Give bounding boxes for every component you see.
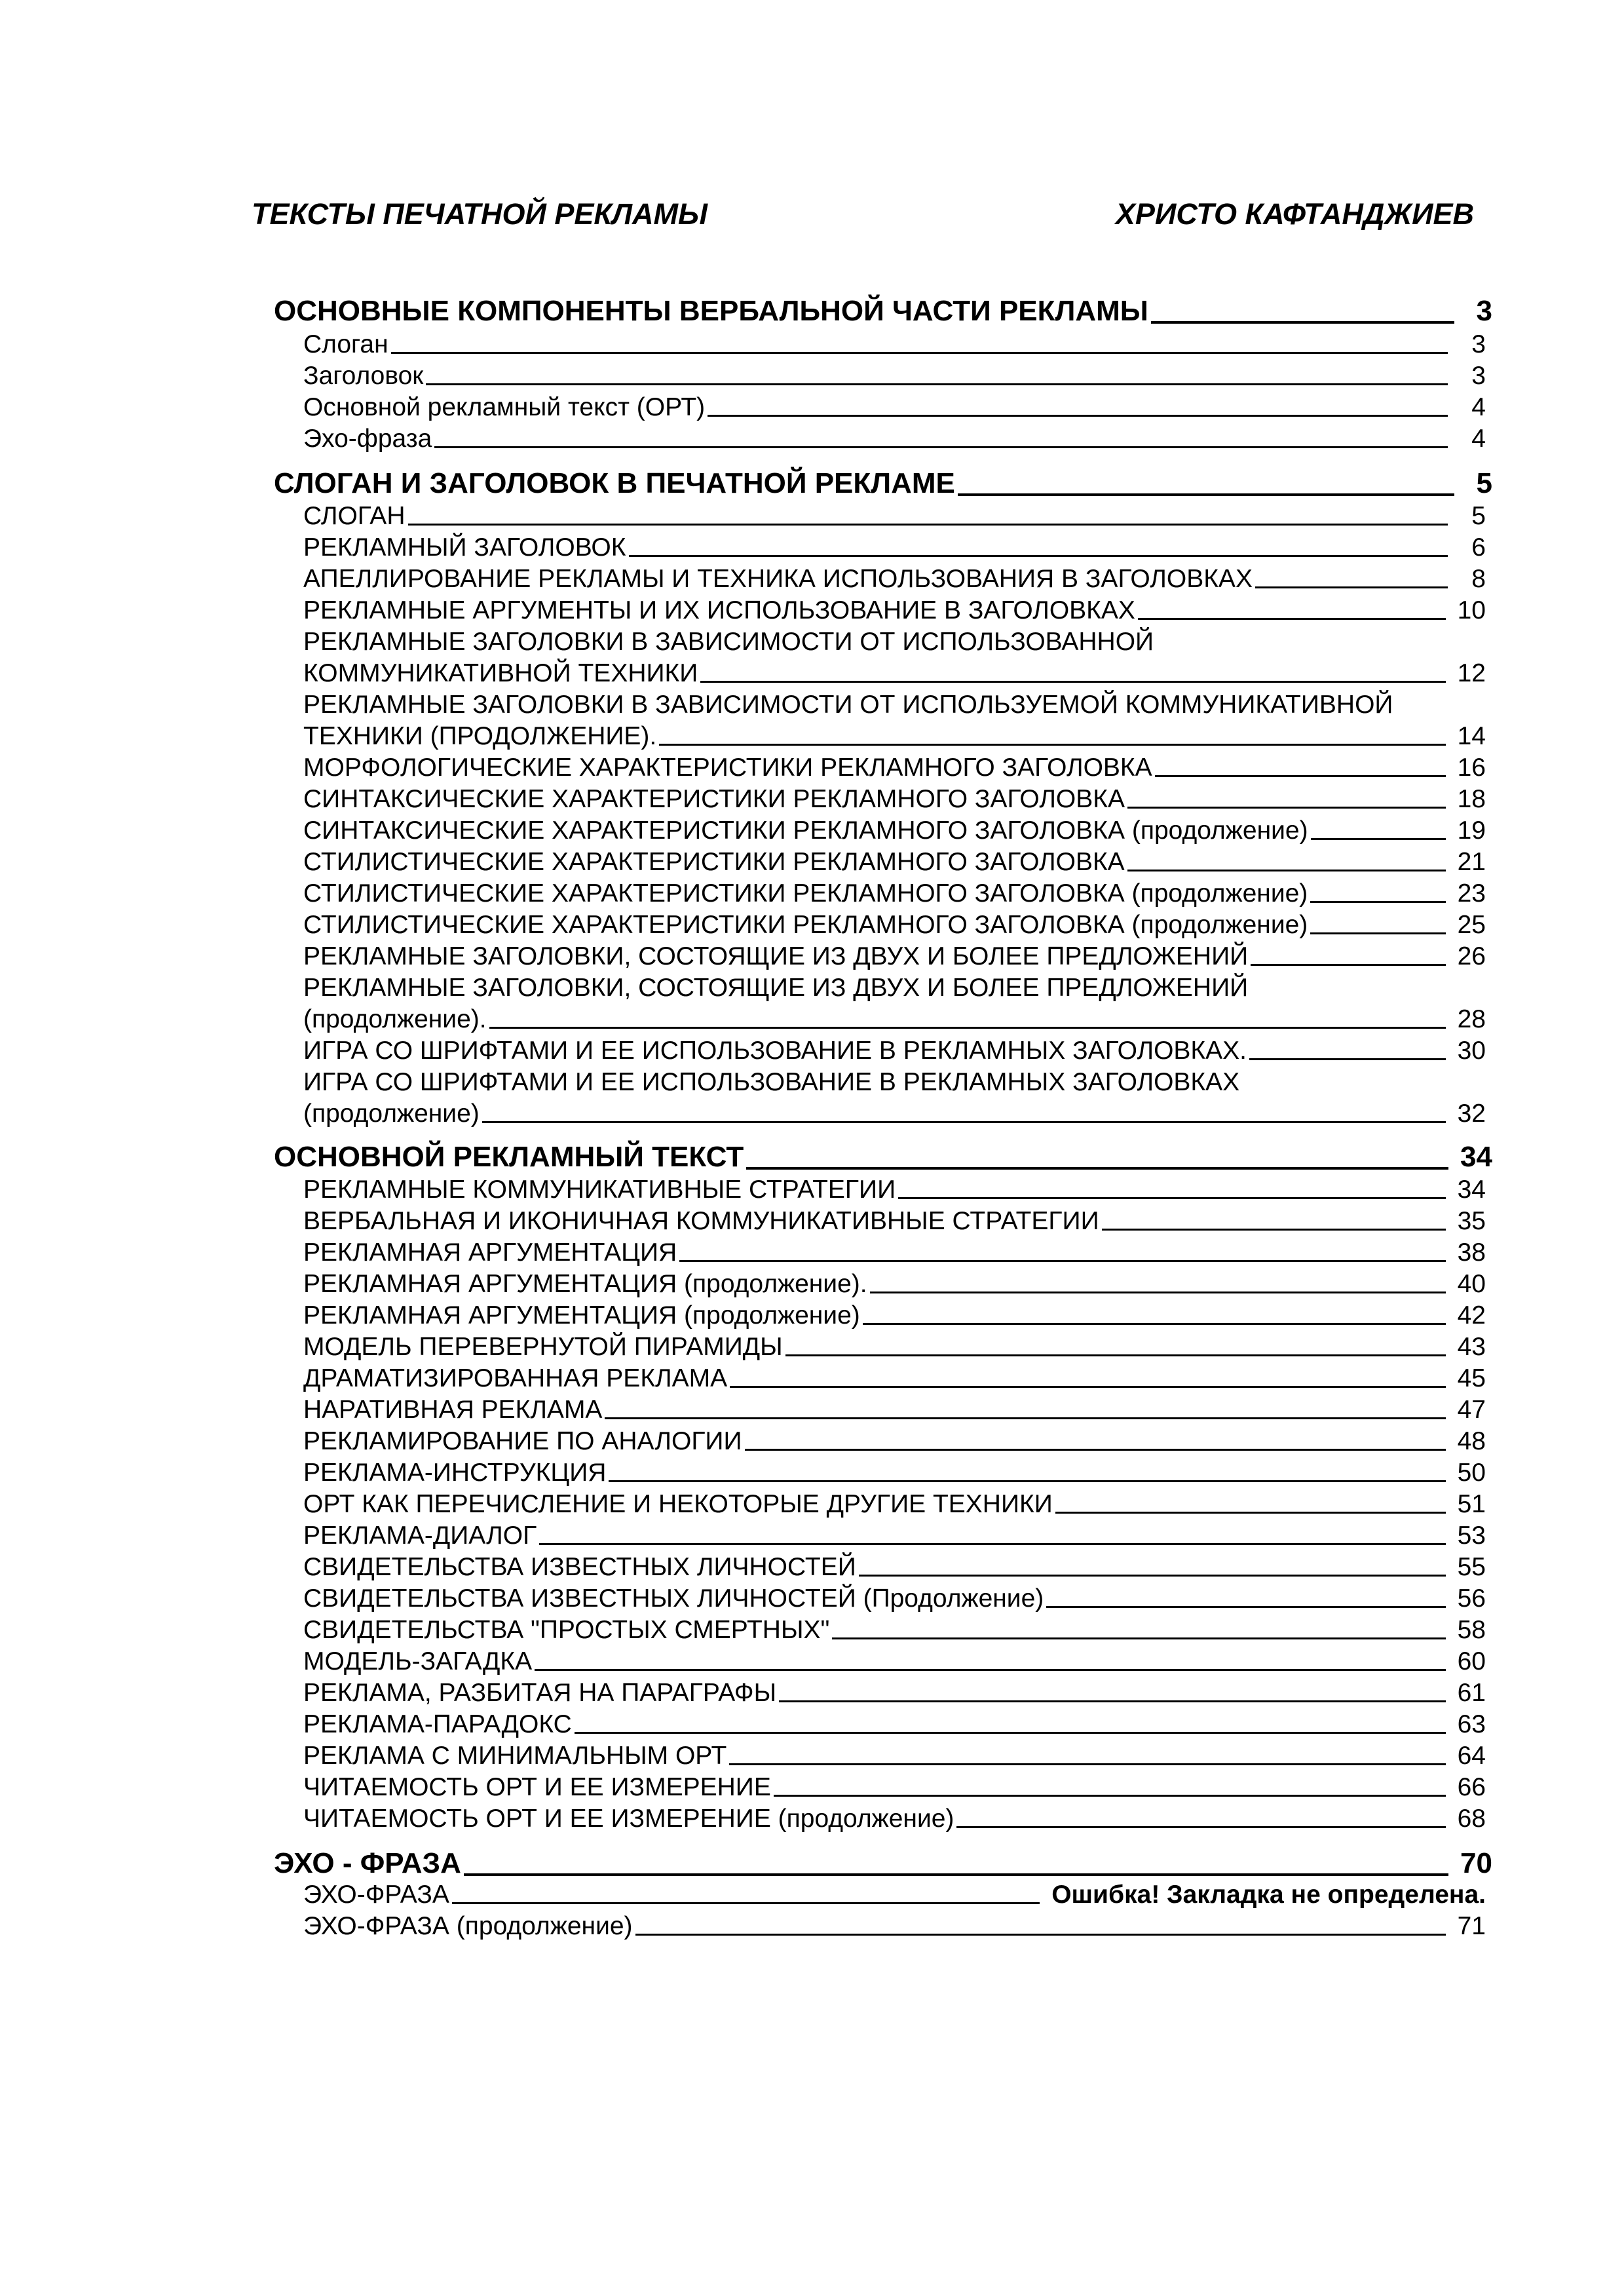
toc-page-number: 61 bbox=[1457, 1679, 1486, 1707]
toc-entry-title: ЭХО-ФРАЗА bbox=[303, 1881, 449, 1909]
toc-section-entry[interactable] bbox=[274, 1845, 1492, 1882]
toc-leader bbox=[898, 1197, 1446, 1199]
toc-entry-title: СИНТАКСИЧЕСКИЕ ХАРАКТЕРИСТИКИ РЕКЛАМНОГО ЗАГОЛОВКА bbox=[303, 785, 1125, 813]
toc-entry[interactable] bbox=[303, 329, 1486, 360]
toc-entry-title: СЛОГАН И ЗАГОЛОВОК В ПЕЧАТНОЙ РЕКЛАМЕ bbox=[274, 467, 955, 499]
toc-entry[interactable] bbox=[303, 1098, 1486, 1130]
toc-entry[interactable] bbox=[303, 1035, 1486, 1067]
toc-entry-title: РЕКЛАМА С МИНИМАЛЬНЫМ ОРТ bbox=[303, 1742, 727, 1770]
toc-page-number: 28 bbox=[1457, 1005, 1486, 1033]
toc-page-number: 38 bbox=[1457, 1238, 1486, 1267]
author-name: ХРИСТО КАФТАНДЖИЕВ bbox=[1115, 197, 1474, 231]
toc-leader bbox=[635, 1934, 1446, 1936]
toc-entry-title: РЕКЛАМНАЯ АРГУМЕНТАЦИЯ (продолжение). bbox=[303, 1270, 867, 1298]
toc-entry[interactable] bbox=[303, 1004, 1486, 1035]
toc-section-entry[interactable] bbox=[274, 1139, 1492, 1176]
toc-leader bbox=[489, 1027, 1446, 1029]
toc-bookmark-error: Ошибка! Закладка не определена. bbox=[1051, 1881, 1486, 1909]
toc-entry-title: ДРАМАТИЗИРОВАННАЯ РЕКЛАМА bbox=[303, 1364, 728, 1392]
toc-entry-title: (продолжение). bbox=[303, 1005, 487, 1033]
toc-leader bbox=[832, 1637, 1445, 1639]
toc-leader bbox=[746, 1167, 1448, 1170]
toc-leader bbox=[535, 1669, 1446, 1671]
toc-leader bbox=[605, 1417, 1445, 1419]
toc-entry[interactable] bbox=[303, 1489, 1486, 1520]
toc-leader bbox=[629, 555, 1448, 557]
toc-page-number: 32 bbox=[1457, 1100, 1486, 1128]
toc-page-number: 53 bbox=[1457, 1521, 1486, 1550]
toc-leader bbox=[1102, 1229, 1446, 1231]
toc-leader bbox=[1311, 838, 1446, 840]
toc-leader bbox=[729, 1763, 1445, 1765]
toc-entry[interactable] bbox=[303, 1615, 1486, 1646]
toc-page-number: 68 bbox=[1457, 1805, 1486, 1833]
toc-page-number: 70 bbox=[1460, 1847, 1492, 1879]
toc-entry[interactable] bbox=[303, 1206, 1486, 1237]
toc-entry-title: Эхо-фраза bbox=[303, 425, 432, 453]
toc-leader bbox=[659, 744, 1445, 746]
toc-entry[interactable] bbox=[303, 360, 1486, 392]
toc-leader bbox=[1127, 870, 1446, 871]
toc-entry-title: КОММУНИКАТИВНОЙ ТЕХНИКИ bbox=[303, 659, 698, 687]
toc-entry-title: СТИЛИСТИЧЕСКИЕ ХАРАКТЕРИСТИКИ РЕКЛАМНОГО ЗАГОЛОВКА (продолжение) bbox=[303, 879, 1308, 908]
toc-leader bbox=[870, 1292, 1446, 1293]
toc-section-entry[interactable] bbox=[274, 465, 1492, 502]
toc-leader bbox=[730, 1386, 1445, 1388]
toc-page-number: 12 bbox=[1457, 659, 1486, 687]
toc-entry[interactable] bbox=[303, 1237, 1486, 1269]
toc-leader bbox=[700, 681, 1445, 683]
page-header bbox=[252, 191, 1474, 237]
toc-leader bbox=[859, 1575, 1446, 1577]
toc-entry-title: ОСНОВНОЙ РЕКЛАМНЫЙ ТЕКСТ bbox=[274, 1141, 744, 1173]
toc-page-number: 14 bbox=[1457, 722, 1486, 750]
toc-leader bbox=[774, 1795, 1446, 1797]
toc-entry-title: СВИДЕТЕЛЬСТВА ИЗВЕСТНЫХ ЛИЧНОСТЕЙ bbox=[303, 1553, 856, 1581]
toc-page-number: 40 bbox=[1457, 1270, 1486, 1298]
toc-page-number: 3 bbox=[1476, 295, 1492, 327]
toc-page-number: 71 bbox=[1457, 1912, 1486, 1940]
toc-entry-title: Заголовок bbox=[303, 362, 424, 390]
toc-page-number: 60 bbox=[1457, 1647, 1486, 1675]
toc-leader bbox=[863, 1323, 1446, 1325]
toc-leader bbox=[745, 1449, 1446, 1451]
toc-page-number: 63 bbox=[1457, 1710, 1486, 1738]
toc-entry-title: РЕКЛАМНАЯ АРГУМЕНТАЦИЯ (продолжение) bbox=[303, 1301, 860, 1330]
toc-page-number: 66 bbox=[1457, 1773, 1486, 1801]
toc-entry-title: РЕКЛАМИРОВАНИЕ ПО АНАЛОГИИ bbox=[303, 1427, 742, 1455]
toc-leader bbox=[434, 446, 1448, 448]
toc-leader bbox=[1310, 932, 1445, 934]
toc-leader bbox=[408, 524, 1448, 526]
toc-page-number: 3 bbox=[1471, 330, 1486, 358]
toc-entry[interactable] bbox=[303, 392, 1486, 423]
toc-entry-title: РЕКЛАМА-ДИАЛОГ bbox=[303, 1521, 537, 1550]
toc-entry-title: (продолжение) bbox=[303, 1100, 480, 1128]
toc-page-number: 5 bbox=[1476, 467, 1492, 499]
toc-entry-title: СТИЛИСТИЧЕСКИЕ ХАРАКТЕРИСТИКИ РЕКЛАМНОГО ЗАГОЛОВКА bbox=[303, 848, 1125, 876]
toc-page-number: 3 bbox=[1471, 362, 1486, 390]
toc-leader bbox=[779, 1700, 1446, 1702]
toc-leader bbox=[1046, 1606, 1445, 1608]
toc-entry-title: СВИДЕТЕЛЬСТВА ИЗВЕСТНЫХ ЛИЧНОСТЕЙ (Продолжение) bbox=[303, 1584, 1044, 1613]
toc-leader bbox=[1155, 775, 1446, 777]
toc-entry-title: СЛОГАН bbox=[303, 502, 406, 530]
toc-entry[interactable] bbox=[303, 941, 1486, 972]
toc-page-number: 10 bbox=[1457, 596, 1486, 624]
toc-page-number: 64 bbox=[1457, 1742, 1486, 1770]
toc-leader bbox=[426, 383, 1448, 385]
toc-entry[interactable] bbox=[303, 1363, 1486, 1394]
toc-page-number: 25 bbox=[1457, 911, 1486, 939]
toc-leader bbox=[1249, 1058, 1446, 1060]
toc-entry-title: ЭХО - ФРАЗА bbox=[274, 1847, 461, 1879]
toc-entry[interactable] bbox=[303, 752, 1486, 784]
toc-entry[interactable] bbox=[303, 784, 1486, 815]
toc-leader bbox=[1127, 807, 1446, 809]
toc-entry[interactable] bbox=[303, 815, 1486, 847]
toc-leader bbox=[575, 1732, 1446, 1734]
toc-entry-title: РЕКЛАМНЫЕ ЗАГОЛОВКИ, СОСТОЯЩИЕ ИЗ ДВУХ И БОЛЕЕ ПРЕДЛОЖЕНИЙ bbox=[303, 942, 1249, 970]
toc-entry-title: СТИЛИСТИЧЕСКИЕ ХАРАКТЕРИСТИКИ РЕКЛАМНОГО ЗАГОЛОВКА (продолжение) bbox=[303, 911, 1308, 939]
toc-leader bbox=[1055, 1512, 1446, 1514]
toc-page-number: 34 bbox=[1460, 1141, 1492, 1173]
toc-entry-title: ВЕРБАЛЬНАЯ И ИКОНИЧНАЯ КОММУНИКАТИВНЫЕ СТРАТЕГИИ bbox=[303, 1207, 1099, 1235]
toc-page-number: 43 bbox=[1457, 1333, 1486, 1361]
toc-entry[interactable] bbox=[303, 423, 1486, 455]
toc-leader bbox=[482, 1121, 1446, 1123]
toc-leader bbox=[956, 1826, 1445, 1828]
toc-entry[interactable] bbox=[303, 1677, 1486, 1709]
toc-leader bbox=[452, 1902, 1040, 1904]
toc-leader bbox=[1255, 586, 1448, 588]
toc-page-number: 8 bbox=[1471, 565, 1486, 593]
toc-page-number: 30 bbox=[1457, 1037, 1486, 1065]
toc-entry[interactable] bbox=[303, 1520, 1486, 1552]
toc-page-number: 42 bbox=[1457, 1301, 1486, 1330]
toc-page-number: 50 bbox=[1457, 1459, 1486, 1487]
toc-entry[interactable] bbox=[303, 1174, 1486, 1206]
toc-page-number: 48 bbox=[1457, 1427, 1486, 1455]
toc-page-number: 34 bbox=[1457, 1176, 1486, 1204]
toc-entry-title: ЧИТАЕМОСТЬ ОРТ И ЕЕ ИЗМЕРЕНИЕ bbox=[303, 1773, 771, 1801]
toc-entry-title: ИГРА СО ШРИФТАМИ И ЕЕ ИСПОЛЬЗОВАНИЕ В РЕКЛАМНЫХ ЗАГОЛОВКАХ. bbox=[303, 1037, 1247, 1065]
toc-entry-title-line1: РЕКЛАМНЫЕ ЗАГОЛОВКИ В ЗАВИСИМОСТИ ОТ ИСПОЛЬЗОВАННОЙ bbox=[303, 628, 1154, 656]
toc-leader bbox=[609, 1480, 1445, 1482]
toc-entry[interactable] bbox=[303, 1709, 1486, 1740]
toc-entry[interactable] bbox=[303, 532, 1486, 564]
toc-entry-title: РЕКЛАМНЫЕ АРГУМЕНТЫ И ИХ ИСПОЛЬЗОВАНИЕ В ЗАГОЛОВКАХ bbox=[303, 596, 1135, 624]
toc-entry-title: РЕКЛАМА-ИНСТРУКЦИЯ bbox=[303, 1459, 607, 1487]
toc-entry[interactable] bbox=[303, 1740, 1486, 1772]
toc-page-number: 56 bbox=[1457, 1584, 1486, 1613]
toc-entry[interactable] bbox=[303, 1646, 1486, 1677]
toc-entry[interactable] bbox=[303, 1426, 1486, 1457]
toc-entry-title: Слоган bbox=[303, 330, 388, 358]
toc-entry-title: ОСНОВНЫЕ КОМПОНЕНТЫ ВЕРБАЛЬНОЙ ЧАСТИ РЕКЛАМЫ bbox=[274, 295, 1148, 327]
toc-entry-title: РЕКЛАМА, РАЗБИТАЯ НА ПАРАГРАФЫ bbox=[303, 1679, 777, 1707]
toc-leader bbox=[1151, 321, 1454, 324]
toc-entry-title: СИНТАКСИЧЕСКИЕ ХАРАКТЕРИСТИКИ РЕКЛАМНОГО ЗАГОЛОВКА (продолжение) bbox=[303, 816, 1308, 845]
toc-page-number: 55 bbox=[1457, 1553, 1486, 1581]
toc-entry-title: СВИДЕТЕЛЬСТВА "ПРОСТЫХ СМЕРТНЫХ" bbox=[303, 1616, 830, 1644]
toc-page-number: 51 bbox=[1457, 1490, 1486, 1518]
toc-entry-title: РЕКЛАМНЫЙ ЗАГОЛОВОК bbox=[303, 533, 626, 562]
toc-entry[interactable] bbox=[303, 1879, 1486, 1911]
toc-leader bbox=[708, 415, 1448, 417]
toc-page-number: 5 bbox=[1471, 502, 1486, 530]
toc-entry[interactable] bbox=[303, 1331, 1486, 1363]
toc-leader bbox=[1251, 964, 1445, 966]
toc-entry[interactable] bbox=[303, 1803, 1486, 1835]
toc-entry[interactable] bbox=[303, 1300, 1486, 1331]
toc-leader bbox=[679, 1260, 1445, 1262]
toc-entry-title: Основной рекламный текст (ОРТ) bbox=[303, 393, 706, 421]
toc-page-number: 21 bbox=[1457, 848, 1486, 876]
toc-entry-title-line1: РЕКЛАМНЫЕ ЗАГОЛОВКИ, СОСТОЯЩИЕ ИЗ ДВУХ И БОЛЕЕ ПРЕДЛОЖЕНИЙ bbox=[303, 974, 1249, 1002]
toc-entry-title: РЕКЛАМНАЯ АРГУМЕНТАЦИЯ bbox=[303, 1238, 677, 1267]
toc-leader bbox=[1138, 618, 1446, 620]
toc-entry-title: МОДЕЛЬ ПЕРЕВЕРНУТОЙ ПИРАМИДЫ bbox=[303, 1333, 783, 1361]
toc-entry-title: РЕКЛАМА-ПАРАДОКС bbox=[303, 1710, 572, 1738]
toc-entry-title: НАРАТИВНАЯ РЕКЛАМА bbox=[303, 1396, 603, 1424]
toc-leader bbox=[391, 352, 1448, 354]
toc-entry-title: МОРФОЛОГИЧЕСКИЕ ХАРАКТЕРИСТИКИ РЕКЛАМНОГО ЗАГОЛОВКА bbox=[303, 754, 1152, 782]
toc-page-number: 19 bbox=[1457, 816, 1486, 845]
toc-entry-title: ЭХО-ФРАЗА (продолжение) bbox=[303, 1912, 633, 1940]
toc-leader bbox=[464, 1873, 1448, 1876]
toc-leader bbox=[1310, 901, 1445, 903]
toc-leader bbox=[785, 1354, 1446, 1356]
toc-page-number: 16 bbox=[1457, 754, 1486, 782]
toc-leader bbox=[958, 493, 1454, 496]
toc-entry-title: АПЕЛЛИРОВАНИЕ РЕКЛАМЫ И ТЕХНИКА ИСПОЛЬЗОВАНИЯ В ЗАГОЛОВКАХ bbox=[303, 565, 1253, 593]
toc-entry[interactable] bbox=[303, 1772, 1486, 1803]
toc-entry[interactable] bbox=[303, 1552, 1486, 1583]
toc-entry-title: ЧИТАЕМОСТЬ ОРТ И ЕЕ ИЗМЕРЕНИЕ (продолжение) bbox=[303, 1805, 954, 1833]
toc-entry[interactable] bbox=[303, 1457, 1486, 1489]
toc-page-number: 26 bbox=[1457, 942, 1486, 970]
toc-section-entry[interactable] bbox=[274, 293, 1492, 330]
toc-page-number: 47 bbox=[1457, 1396, 1486, 1424]
toc-page-number: 18 bbox=[1457, 785, 1486, 813]
toc-entry[interactable] bbox=[303, 501, 1486, 532]
toc-entry-title: ОРТ КАК ПЕРЕЧИСЛЕНИЕ И НЕКОТОРЫЕ ДРУГИЕ ТЕХНИКИ bbox=[303, 1490, 1053, 1518]
toc-entry[interactable] bbox=[303, 1911, 1486, 1942]
toc-entry[interactable] bbox=[303, 909, 1486, 941]
toc-entry[interactable] bbox=[303, 658, 1486, 689]
toc-entry-title: РЕКЛАМНЫЕ КОММУНИКАТИВНЫЕ СТРАТЕГИИ bbox=[303, 1176, 896, 1204]
toc-entry[interactable] bbox=[303, 1394, 1486, 1426]
toc-entry[interactable] bbox=[303, 878, 1486, 909]
toc-entry[interactable] bbox=[303, 1583, 1486, 1615]
toc-entry[interactable] bbox=[303, 1269, 1486, 1300]
toc-entry-title: ТЕХНИКИ (ПРОДОЛЖЕНИЕ). bbox=[303, 722, 657, 750]
toc-page-number: 6 bbox=[1471, 533, 1486, 562]
toc-entry-title-line1: РЕКЛАМНЫЕ ЗАГОЛОВКИ В ЗАВИСИМОСТИ ОТ ИСПОЛЬЗУЕМОЙ КОММУНИКАТИВНОЙ bbox=[303, 691, 1393, 719]
toc-entry[interactable] bbox=[303, 721, 1486, 752]
toc-page-number: 58 bbox=[1457, 1616, 1486, 1644]
toc-leader bbox=[539, 1543, 1445, 1545]
toc-entry-title: МОДЕЛЬ-ЗАГАДКА bbox=[303, 1647, 533, 1675]
toc-entry[interactable] bbox=[303, 564, 1486, 595]
toc-page-number: 23 bbox=[1457, 879, 1486, 908]
toc-entry-title-line1: ИГРА СО ШРИФТАМИ И ЕЕ ИСПОЛЬЗОВАНИЕ В РЕКЛАМНЫХ ЗАГОЛОВКАХ bbox=[303, 1068, 1240, 1096]
book-title: ТЕКСТЫ ПЕЧАТНОЙ РЕКЛАМЫ bbox=[252, 197, 708, 231]
toc-page-number: 35 bbox=[1457, 1207, 1486, 1235]
toc-entry[interactable] bbox=[303, 847, 1486, 878]
toc-page-number: 4 bbox=[1471, 393, 1486, 421]
toc-entry[interactable] bbox=[303, 595, 1486, 626]
toc-page-number: 45 bbox=[1457, 1364, 1486, 1392]
toc-page-number: 4 bbox=[1471, 425, 1486, 453]
